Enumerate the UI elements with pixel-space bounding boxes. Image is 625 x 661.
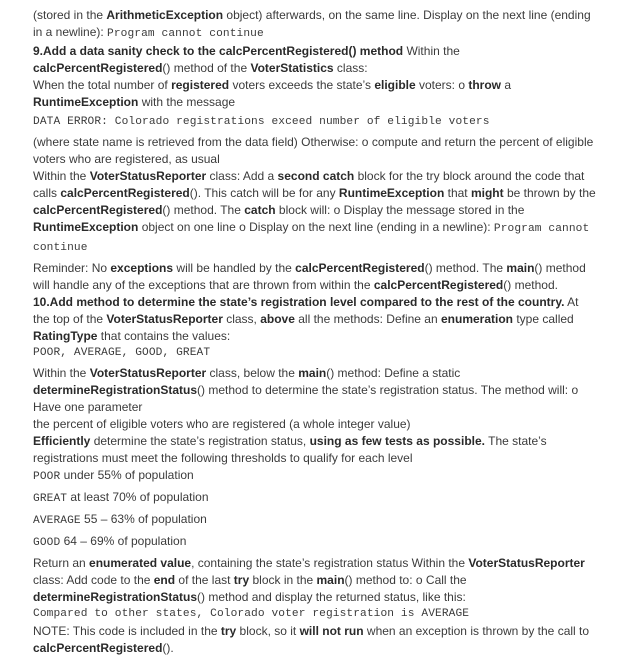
paragraph-efficiently: Efficiently determine the state’s registration status, using as few tests as possible. The state’s registrations must meet the following thresholds to qualify for each level [33, 434, 547, 465]
code-enum-values: POOR, AVERAGE, GOOD, GREAT [33, 347, 211, 359]
document-body [33, 7, 598, 657]
paragraph-return-enum: Return an enumerated value, containing the state’s registration status Within the VoterStatusReporter class: Add code to the end of the last try block in the main() method to: o Call the determineRegistrationStatus() method and display the returned status, like this: [33, 556, 585, 604]
level-good: GOOD 64 – 69% of population [33, 534, 187, 549]
paragraph-exception-display: (stored in the ArithmeticException object) afterwards, on the same line. Display on the next line (ending in a newline): Program cannot continue [33, 8, 591, 40]
paragraph-note: NOTE: This code is included in the try block, so it will not run when an exception is thrown by the call to calcPercentRegistered(). [33, 624, 590, 655]
code-sample-output: Compared to other states, Colorado voter registration is AVERAGE [33, 608, 470, 620]
level-great: GREAT at least 70% of population [33, 490, 209, 505]
paragraph-reminder: Reminder: No exceptions will be handled by the calcPercentRegistered() method. The main() method will handle any of the exceptions that are thrown from within the calcPercentRegistered() method. [33, 261, 586, 292]
level-average: AVERAGE 55 – 63% of population [33, 512, 207, 527]
paragraph-otherwise: (where state name is retrieved from the data field) Otherwise: o compute and return the percent of eligible voters who are registered, as usual [33, 135, 594, 166]
paragraph-define-method: Within the VoterStatusReporter class, below the main() method: Define a static determineRegistrationStatus() method to determine the state’s registration status. The method will: o Have one parameter [33, 366, 579, 414]
level-poor: POOR under 55% of population [33, 468, 194, 483]
section-9-heading: 9.Add a data sanity check to the calcPercentRegistered() method Within the calcPercentRegistered() method of the VoterStatistics class: [33, 44, 460, 75]
paragraph-parameter: the percent of eligible voters who are registered (a whole integer value) [33, 417, 411, 431]
code-error-message: DATA ERROR: Colorado registrations exceed number of eligible voters [33, 116, 490, 128]
paragraph-sanity-condition: When the total number of registered voters exceeds the state’s eligible voters: o throw a RuntimeException with the message [33, 78, 512, 109]
paragraph-second-catch: Within the VoterStatusReporter class: Add a second catch block for the try block around the code that calls calcPercentRegistered(). This catch will be for any RuntimeException that might be thrown by the calcPercentRegistered() method. The catch block will: o Display the message stored in the RuntimeException object on one line o Display on the next line (ending in a newline): Program cannot continue [33, 169, 596, 254]
section-10-heading: 10.Add method to determine the state’s registration level compared to the rest of the country. At the top of the VoterStatusReporter class, above all the methods: Define an enumeration type called RatingType that contains the values: [33, 295, 579, 343]
